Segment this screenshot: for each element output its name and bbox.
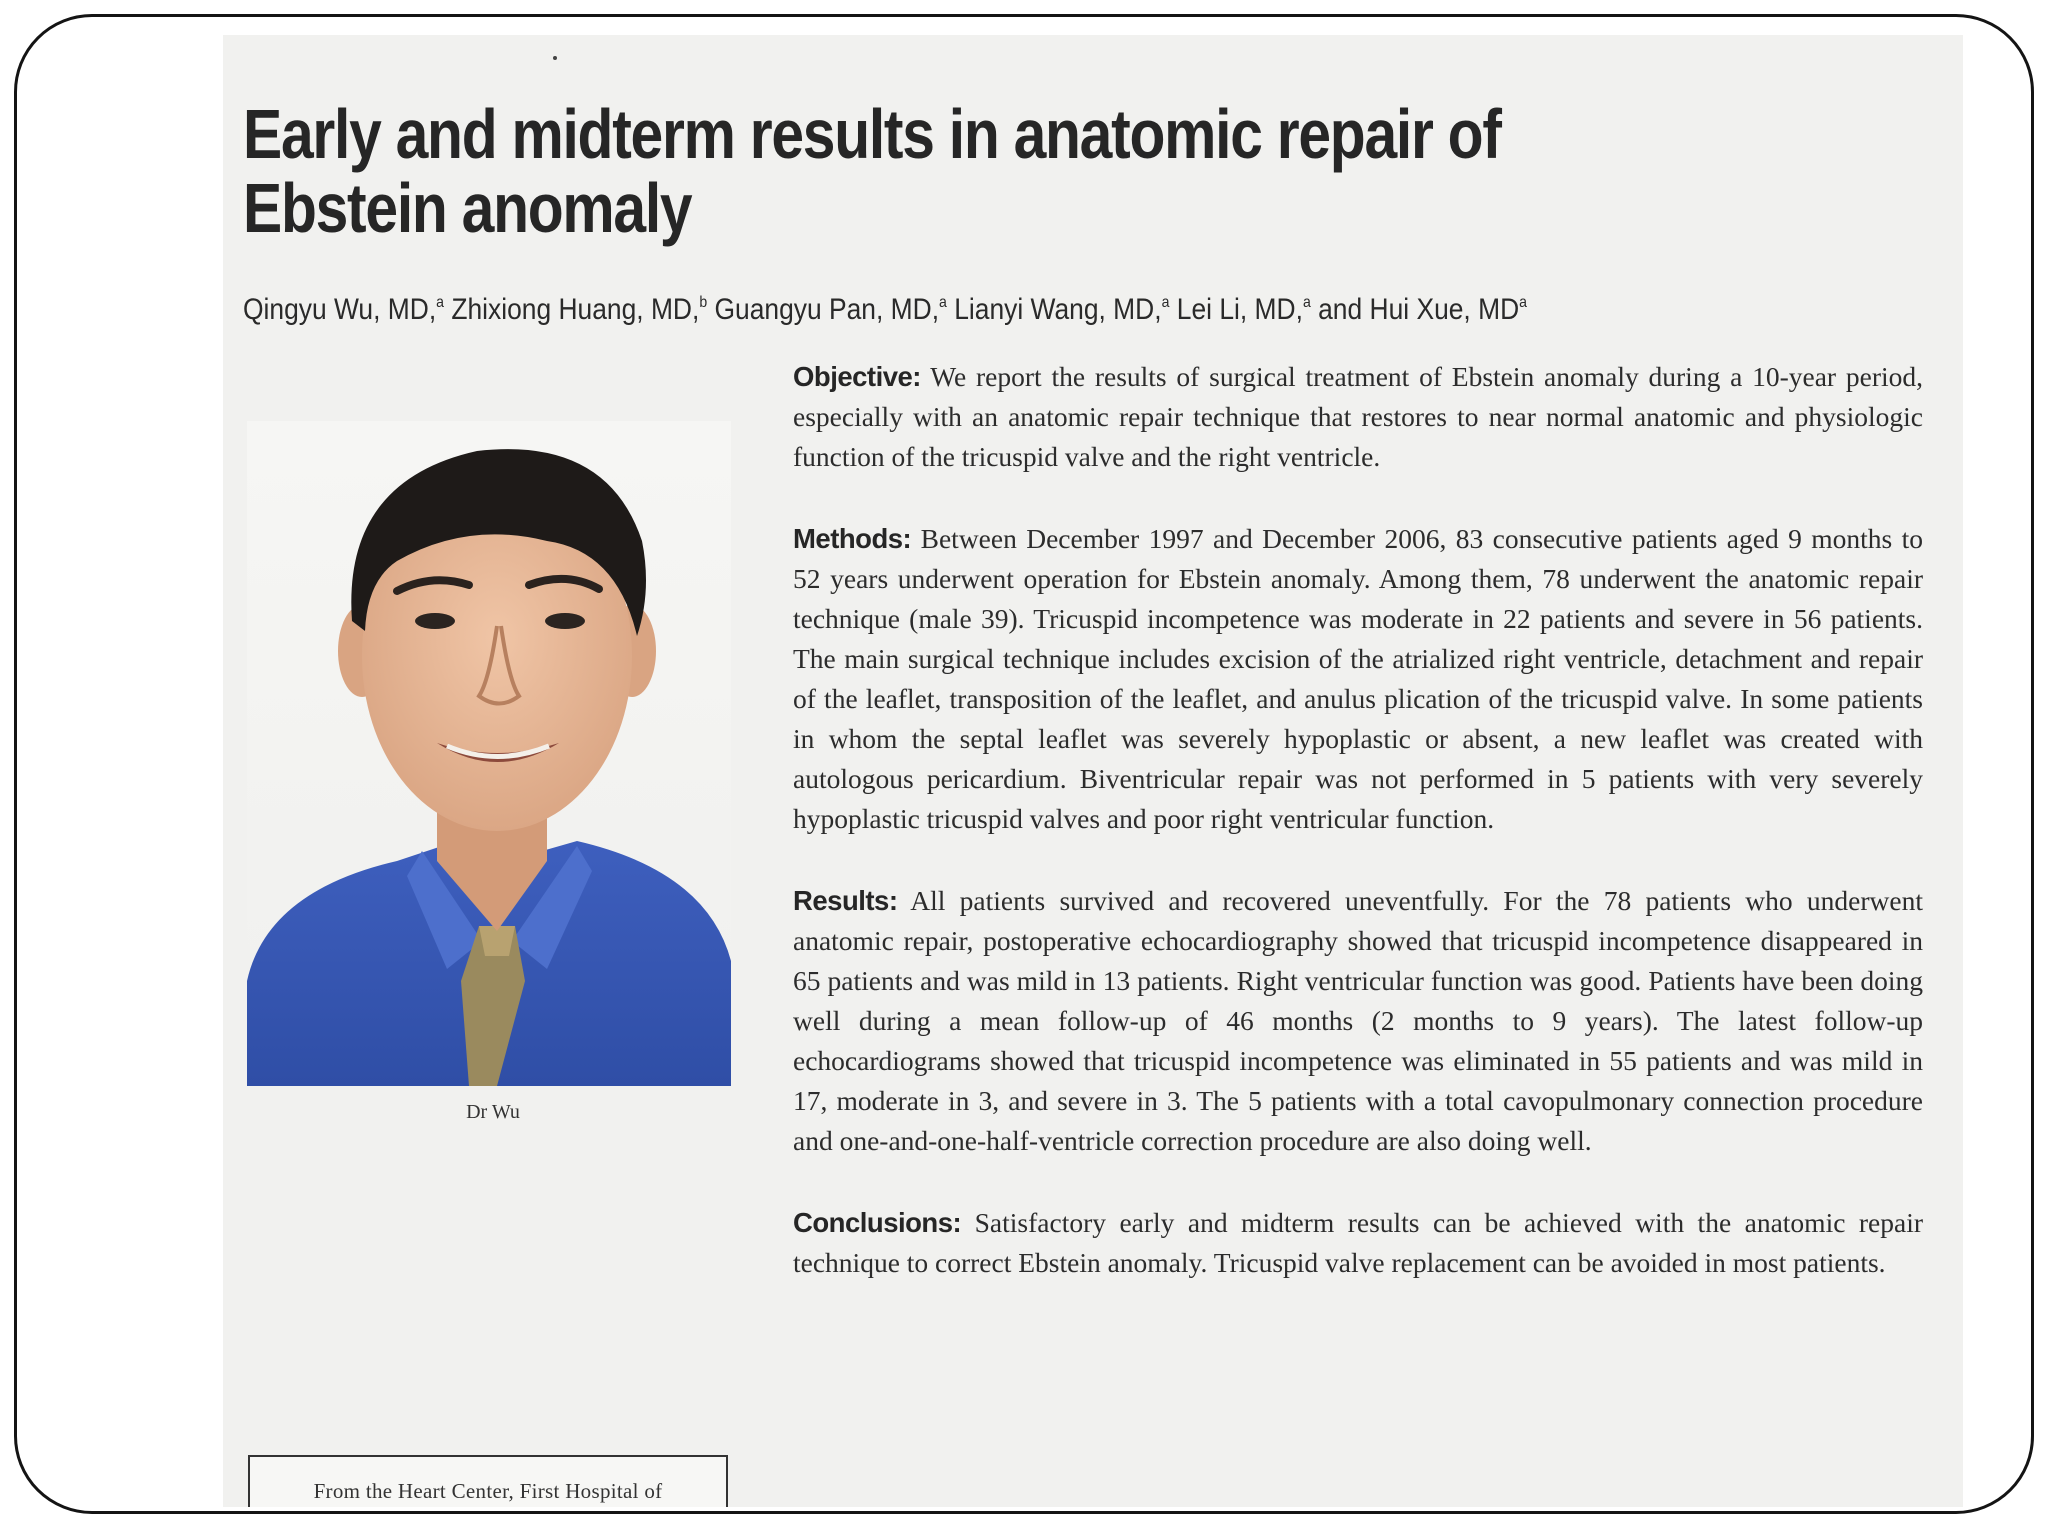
abstract-conclusions	[793, 1203, 1923, 1283]
scanned-page	[223, 35, 1963, 1507]
article-title: Early and midterm results in anatomic repair of Ebstein anomaly	[243, 95, 1501, 247]
abstract	[793, 357, 1923, 1325]
methods-text: Between December 1997 and December 2006, 83 consecutive patients aged 9 months to 52 years underwent operation for Ebstein anomaly. Among them, 78 underwent the anatomic repair technique (male 39). Tricuspid incompetence was moderate in 22 patients and severe in 56 patients. The main surgical technique includes excision of the atrialized right ventricle, detachment and repair of the leaflet, transposition of the leaflet, and anulus plication of the tricuspid valve. In some patients in whom the septal leaflet was severely hypoplastic or absent, a new leaflet was created with autologous pericardium. Biventricular repair was not performed in 5 patients with very severely hypoplastic tricuspid valves and poor right ventricular function.	[793, 523, 1923, 834]
results-label: Results:	[793, 885, 898, 916]
slide-frame	[14, 14, 2034, 1514]
results-text: All patients survived and recovered uneventfully. For the 78 patients who underwent anatomic repair, postoperative echocardiography showed that tricuspid incompetence disappeared in 65 patients and was mild in 13 patients. Right ventricular function was good. Patients have been doing well during a mean follow-up of 46 months (2 months to 9 years). The latest follow-up echocardiograms showed that tricuspid incompetence was eliminated in 55 patients and was mild in 17, moderate in 3, and severe in 3. The 5 patients with a total cavopulmonary connection procedure and one-and-one-half-ventricle correction procedure are also doing well.	[793, 885, 1923, 1156]
author-affiliation-mark: a	[1161, 294, 1170, 311]
author: Zhixiong Huang, MD,	[451, 293, 700, 326]
conclusions-text: Satisfactory early and midterm results can be achieved with the anatomic repair technique to correct Ebstein anomaly. Tricuspid valve replacement can be avoided in most patients.	[793, 1207, 1923, 1278]
abstract-objective	[793, 357, 1923, 477]
author-list	[243, 293, 1739, 327]
abstract-results	[793, 881, 1923, 1161]
portrait-illustration	[247, 421, 731, 1086]
author: Lei Li, MD,	[1176, 293, 1303, 326]
author-affiliation-mark: b	[699, 294, 708, 311]
scan-speck	[553, 56, 557, 60]
author: Lianyi Wang, MD,	[954, 293, 1162, 326]
author: Guangyu Pan, MD,	[714, 293, 940, 326]
methods-label: Methods:	[793, 523, 912, 554]
affiliation-box	[248, 1455, 728, 1507]
photo-caption: Dr Wu	[466, 1101, 520, 1123]
author: and Hui Xue, MD	[1318, 293, 1520, 326]
author-affiliation-mark: a	[436, 294, 445, 311]
affiliation-text: From the Heart Center, First Hospital of	[313, 1479, 663, 1503]
author-portrait-photo	[247, 421, 731, 1086]
objective-text: We report the results of surgical treatment of Ebstein anomaly during a 10-year period, especially with an anatomic repair technique that restores to near normal anatomic and physiologic function of the tricuspid valve and the right ventricle.	[793, 361, 1923, 472]
author-affiliation-mark: a	[1302, 294, 1311, 311]
conclusions-label: Conclusions:	[793, 1207, 962, 1238]
abstract-methods	[793, 519, 1923, 839]
author-affiliation-mark: a	[1519, 294, 1528, 311]
author: Qingyu Wu, MD,	[243, 293, 437, 326]
objective-label: Objective:	[793, 361, 921, 392]
author-affiliation-mark: a	[939, 294, 947, 311]
